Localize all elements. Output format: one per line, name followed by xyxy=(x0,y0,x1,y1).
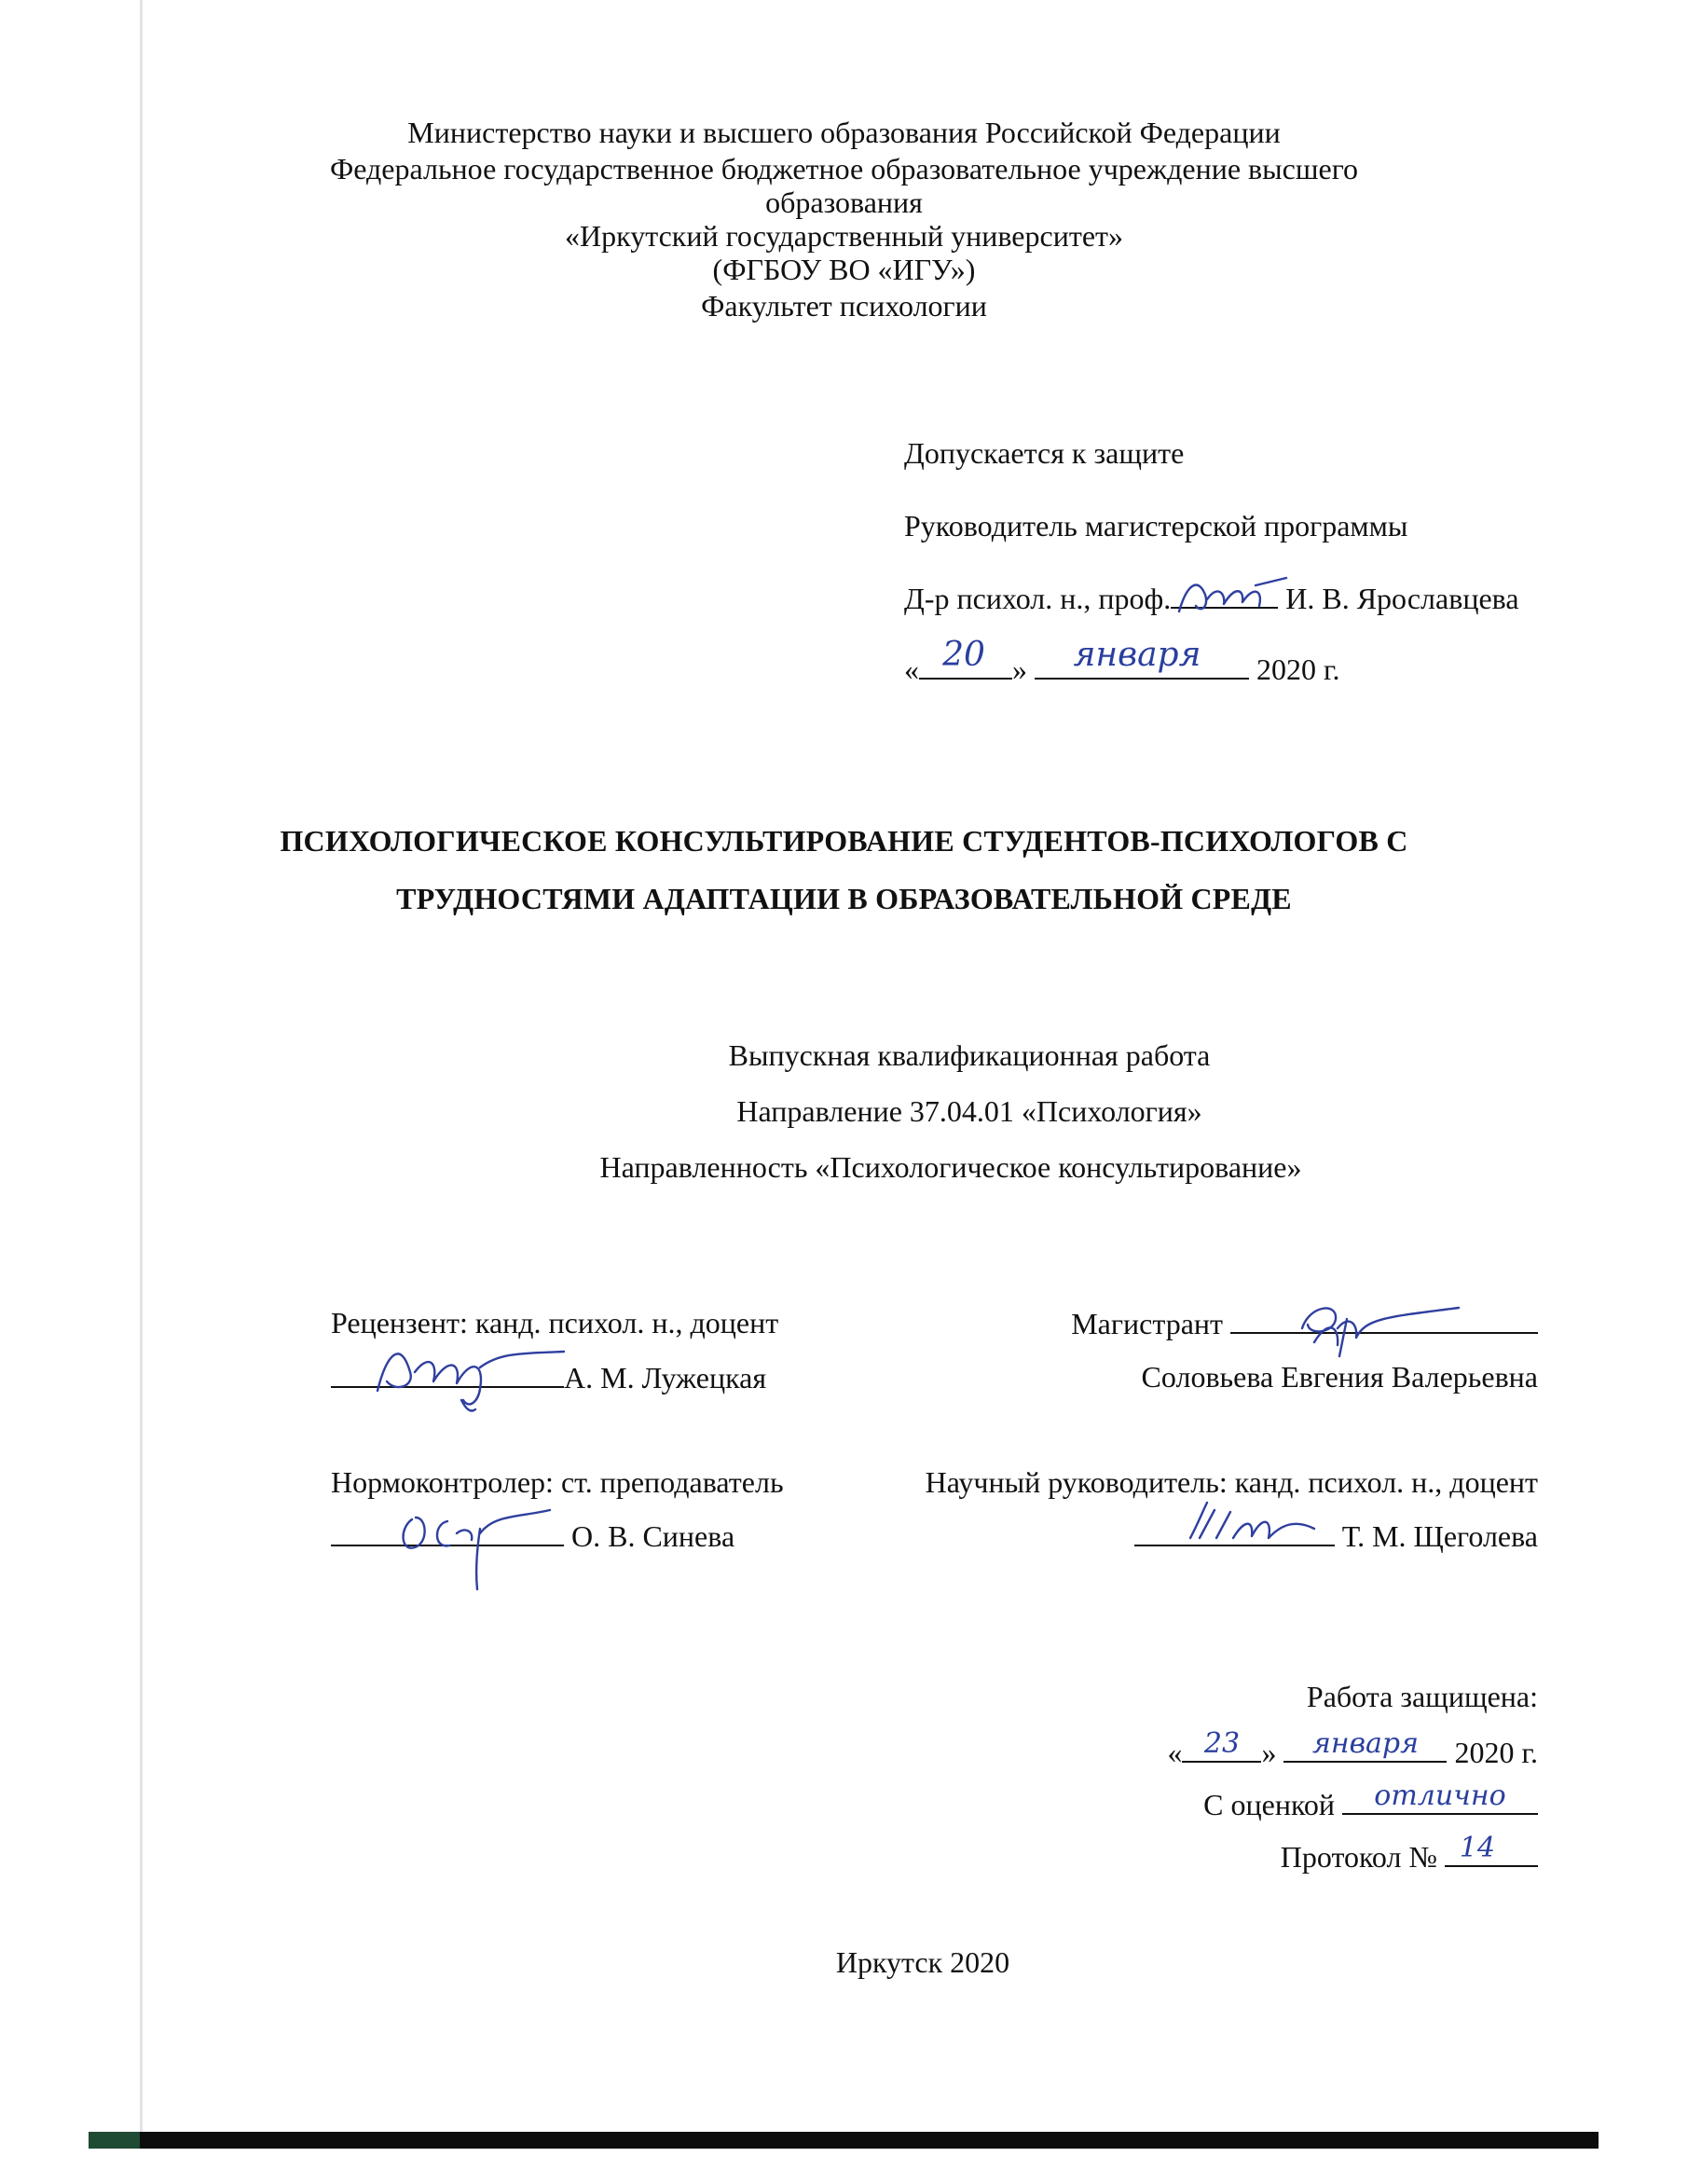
defense-grade-line xyxy=(839,1779,1538,1823)
supervisor-label: Научный руководитель: канд. психол. н., доцент xyxy=(925,1465,1538,1499)
normcontrol-signature xyxy=(391,1491,555,1594)
scan-bottom-bar xyxy=(89,2132,1599,2149)
approval-date-line xyxy=(904,636,1340,688)
faculty-name: Факультет психологии xyxy=(701,289,987,323)
supervisor-name: Т. М. Щеголева xyxy=(1341,1519,1538,1553)
defense-date-day: 23 xyxy=(1203,1727,1241,1760)
program-head-degree: Д-р психол. н., проф. xyxy=(904,582,1172,615)
institution-line-2: образования xyxy=(765,185,923,219)
approval-date-day: 20 xyxy=(942,636,985,674)
scan-bottom-bar-tip xyxy=(89,2132,140,2149)
student-signature xyxy=(1282,1291,1468,1366)
work-direction: Направление 37.04.01 «Психология» xyxy=(736,1094,1202,1128)
normcontrol-name: О. В. Синева xyxy=(571,1519,735,1553)
defense-date-open-quote: « xyxy=(1167,1736,1183,1769)
institution-line-1: Федеральное государственное бюджетное образовательное учреждение высшего xyxy=(329,152,1359,185)
defense-date-month: января xyxy=(1311,1727,1419,1760)
thesis-title-line-1: ПСИХОЛОГИЧЕСКОЕ КОНСУЛЬТИРОВАНИЕ СТУДЕНТОВ-ПСИХОЛОГОВ С xyxy=(280,824,1408,858)
defense-protocol-line xyxy=(839,1832,1538,1875)
supervisor-signature xyxy=(1179,1491,1319,1561)
approval-date-year: 2020 г. xyxy=(1256,652,1340,686)
work-type: Выпускная квалификационная работа xyxy=(728,1038,1211,1072)
defense-grade-label: С оценкой xyxy=(1203,1788,1335,1821)
defense-protocol-label: Протокол № xyxy=(1280,1840,1437,1874)
program-head-name: И. В. Ярославцева xyxy=(1285,582,1519,615)
normcontrol-label: Нормоконтролер: ст. преподаватель xyxy=(331,1465,784,1499)
defense-protocol-value: 14 xyxy=(1459,1832,1496,1864)
university-name: «Иркутский государственный университет» xyxy=(564,219,1123,253)
approval-date-open-quote: « xyxy=(904,652,919,686)
defense-date-year: 2020 г. xyxy=(1454,1736,1538,1769)
university-abbreviation: (ФГБОУ ВО «ИГУ») xyxy=(712,253,976,286)
student-name: Соловьева Евгения Валерьевна xyxy=(1141,1360,1538,1394)
defense-date-line xyxy=(839,1727,1538,1771)
reviewer-label: Рецензент: канд. психол. н., доцент xyxy=(331,1306,779,1339)
defense-protected-label: Работа защищена: xyxy=(1306,1680,1538,1713)
approval-date-month: января xyxy=(1073,636,1201,674)
admitted-label: Допускается к защите xyxy=(904,436,1185,470)
ministry-line: Министерство науки и высшего образования Российской Федерации xyxy=(407,116,1281,149)
program-head-role: Руководитель магистерской программы xyxy=(904,509,1408,543)
student-label: Магистрант xyxy=(1071,1307,1223,1340)
reviewer-signature xyxy=(359,1316,573,1419)
reviewer-name: А. М. Лужецкая xyxy=(564,1361,767,1394)
defense-date-close-quote: » xyxy=(1261,1736,1277,1769)
approval-date-close-quote: » xyxy=(1012,652,1027,686)
work-focus: Направленность «Психологическое консультирование» xyxy=(599,1150,1302,1184)
defense-grade-value: отлично xyxy=(1374,1779,1506,1812)
program-head-signature xyxy=(1170,557,1291,627)
city-year: Иркутск 2020 xyxy=(835,1945,1010,1979)
thesis-title-line-2: ТРУДНОСТЯМИ АДАПТАЦИИ В ОБРАЗОВАТЕЛЬНОЙ СРЕДЕ xyxy=(396,882,1292,915)
